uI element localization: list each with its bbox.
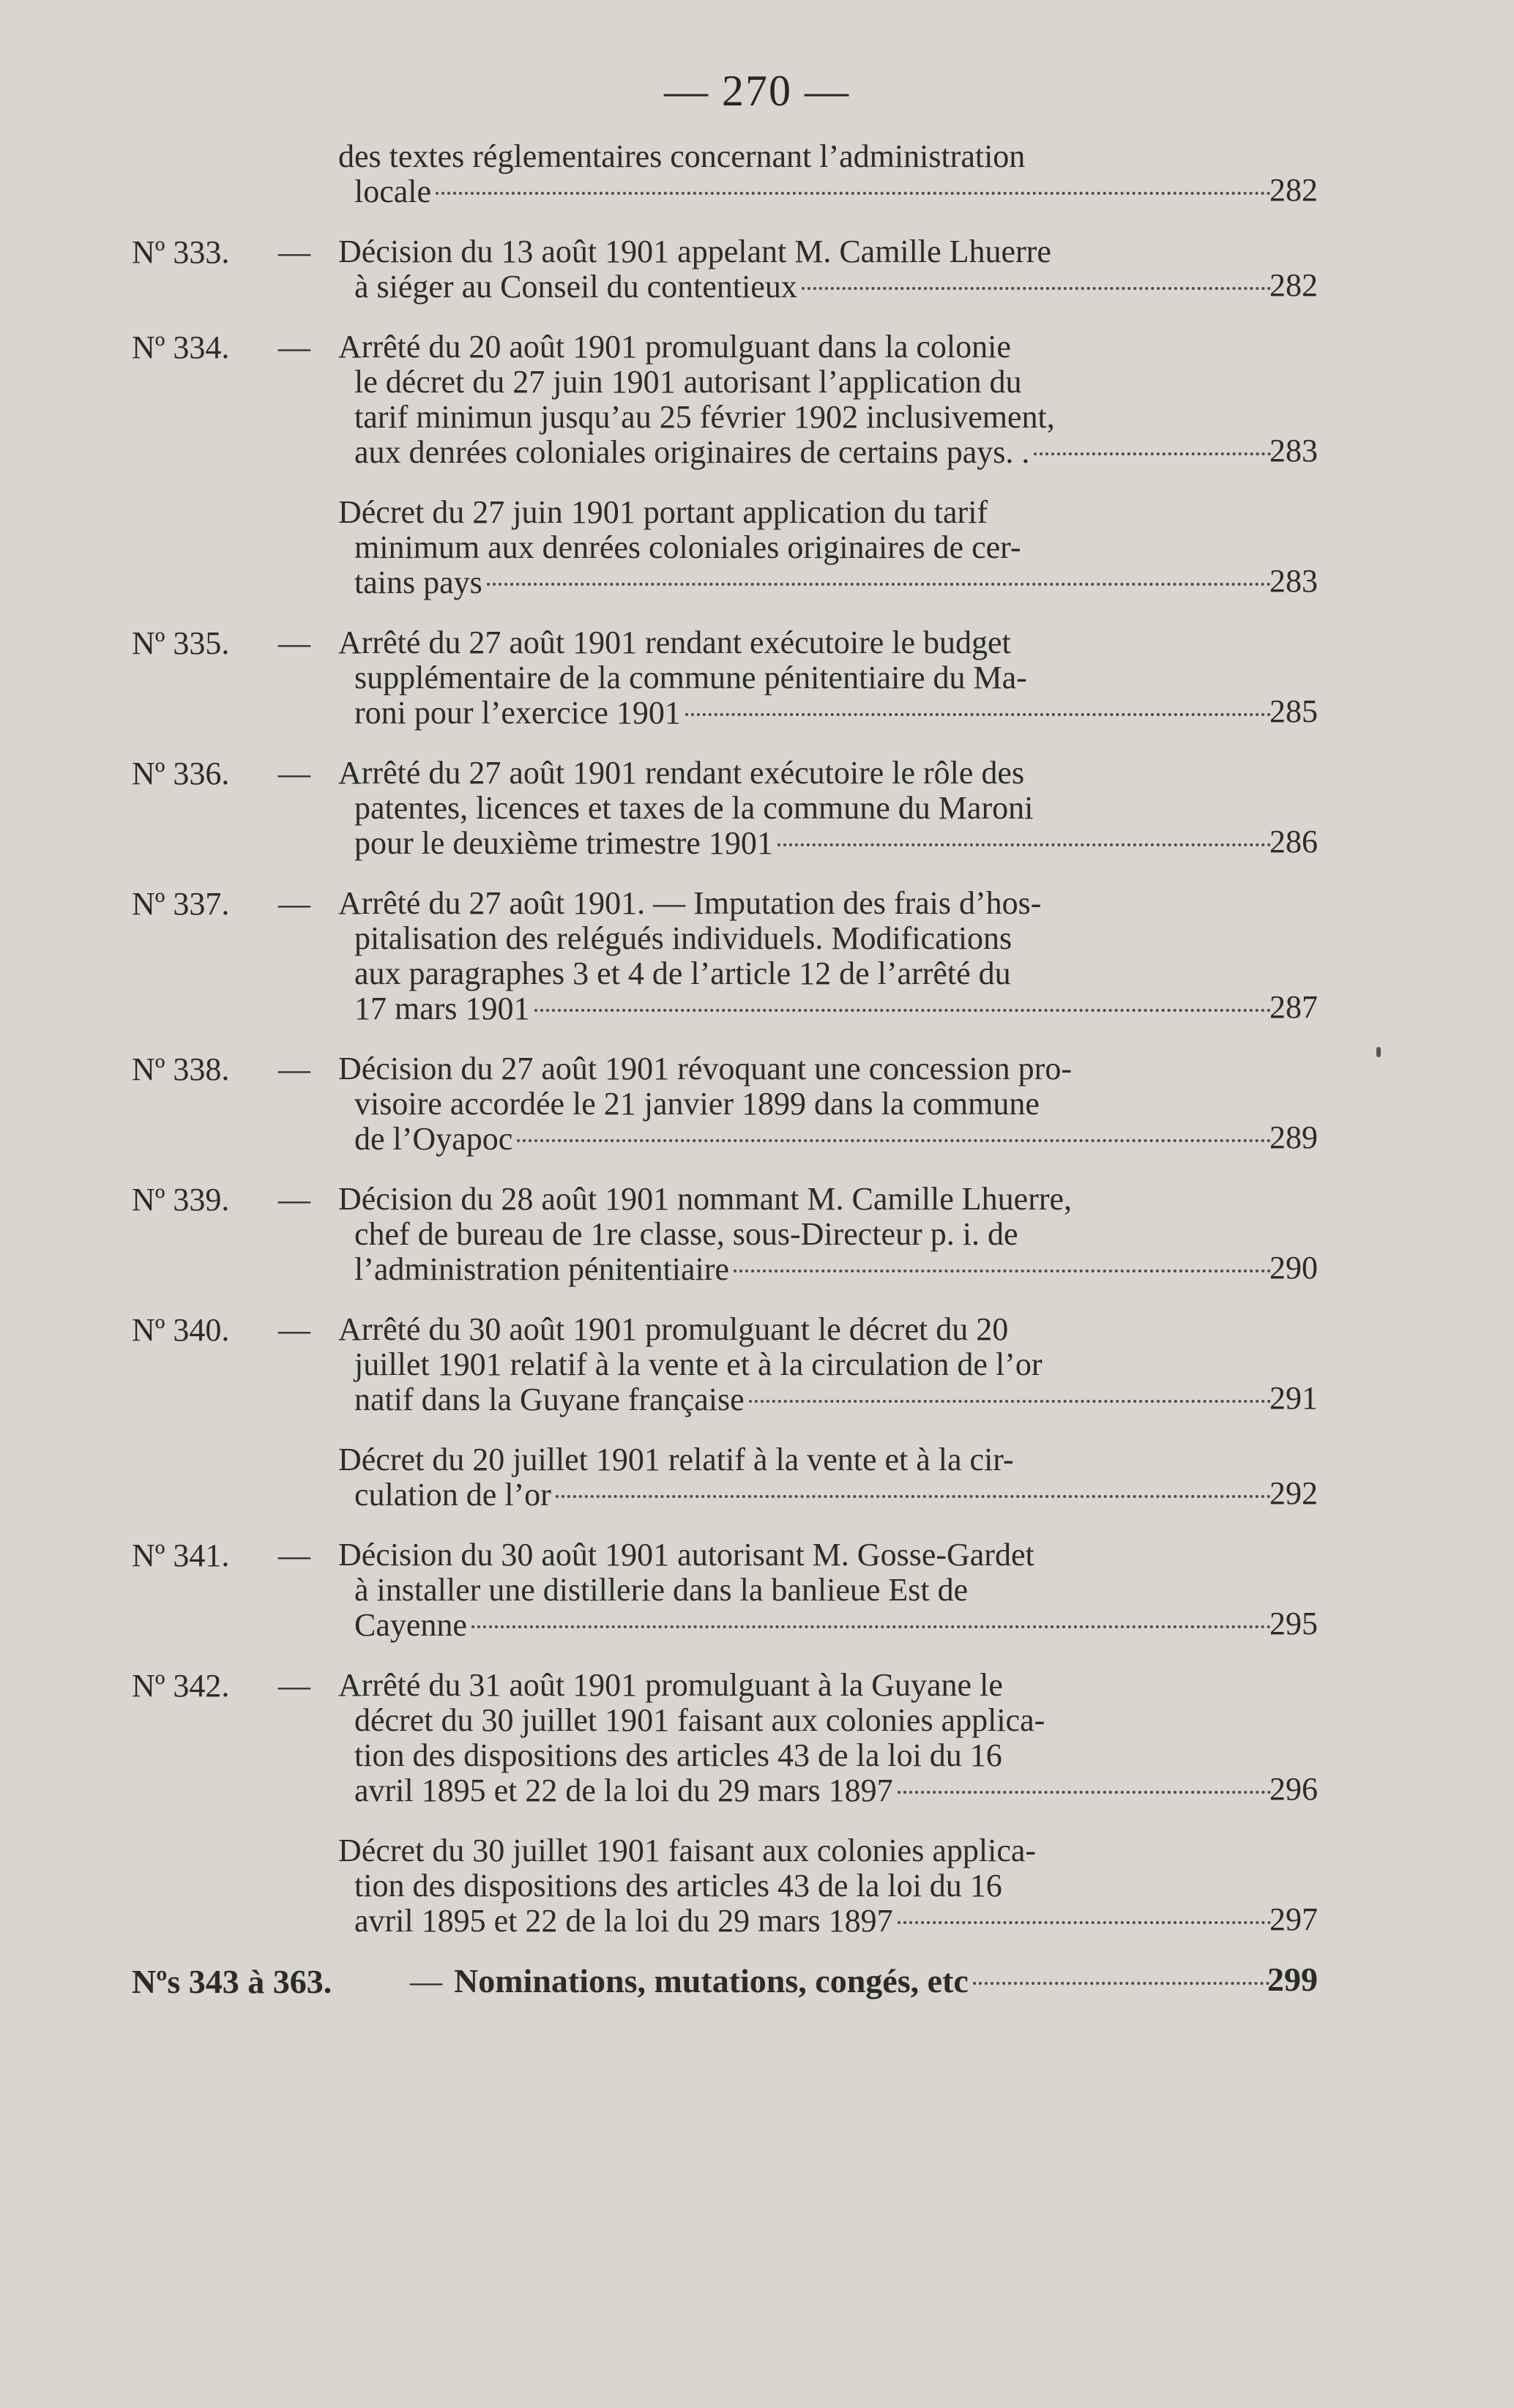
entry-dash: — (410, 1964, 442, 1999)
entry-dash: — (278, 1051, 310, 1087)
print-speck (1376, 1047, 1381, 1057)
entry-number: Nº 336. (132, 756, 230, 791)
toc-entry (132, 1537, 1318, 1643)
entry-number: Nº 339. (132, 1182, 230, 1218)
dot-leader (898, 1791, 1271, 1794)
entry-line: supplémentaire de la commune pénitentiaire du Ma- (354, 660, 1027, 696)
entry-number: Nº 340. (132, 1312, 230, 1348)
page-reference: 286 (1269, 824, 1318, 860)
entry-line-text: locale (354, 174, 432, 209)
entry-line: le décret du 27 juin 1901 autorisant l’application du (354, 364, 1022, 400)
entry-line: Arrêté du 27 août 1901. — Imputation des frais d’hos- (338, 885, 1042, 921)
page-reference: 282 (1269, 172, 1318, 208)
entry-line-text: pour le deuxième trimestre 1901 (354, 825, 773, 861)
entry-line: Arrêté du 27 août 1901 rendant exécutoire le budget (338, 625, 1011, 660)
entry-text (338, 1051, 1275, 1157)
entry-line: tarif minimun jusqu’au 25 février 1902 inclusivement, (354, 399, 1055, 435)
entry-line-text: de l’Oyapoc (354, 1121, 513, 1157)
entry-line-text: l’administration pénitentiaire (354, 1251, 729, 1287)
dot-leader (749, 1400, 1271, 1403)
page-reference: 285 (1269, 693, 1318, 729)
entry-line (338, 174, 1275, 209)
entry-dash: — (278, 886, 310, 922)
page-reference: 297 (1269, 1901, 1318, 1937)
entry-number: Nº 335. (132, 625, 230, 661)
entry-line (338, 1252, 1275, 1287)
entry-line-text: culation de l’or (354, 1477, 551, 1513)
page-reference: 290 (1269, 1250, 1318, 1286)
entry-line (338, 1122, 1275, 1157)
entry-number: Nº 342. (132, 1668, 230, 1704)
entry-number: Nº 338. (132, 1051, 230, 1087)
entry-number: Nº 333. (132, 234, 230, 270)
entry-line (338, 1382, 1275, 1417)
entry-text (338, 886, 1275, 1026)
page-reference: 296 (1269, 1771, 1318, 1807)
dot-leader (802, 287, 1271, 290)
entry-line-text: à siéger au Conseil du contentieux (354, 269, 797, 305)
page-reference: 295 (1269, 1606, 1318, 1641)
entry-line: Décret du 20 juillet 1901 relatif à la vente et à la cir- (338, 1442, 1014, 1477)
entry-dash: — (278, 329, 310, 365)
toc-entry (132, 1312, 1318, 1417)
toc-entry (132, 234, 1318, 305)
entry-line (338, 1477, 1275, 1513)
entry-line-text: aux denrées coloniales originaires de certains pays. . (354, 434, 1030, 470)
entry-line: Décision du 27 août 1901 révoquant une concession pro- (338, 1051, 1072, 1086)
dot-leader (436, 192, 1271, 195)
page-reference: 283 (1269, 563, 1318, 599)
dot-leader (734, 1270, 1271, 1272)
entry-line: Décision du 28 août 1901 nommant M. Camille Lhuerre, (338, 1181, 1073, 1217)
toc-entry (132, 756, 1318, 861)
entry-dash: — (278, 1182, 310, 1218)
entry-line (338, 696, 1275, 731)
entry-line: patentes, licences et taxes de la commune du Maroni (354, 790, 1034, 826)
page-reference: 299 (1267, 1961, 1318, 1998)
entry-text (454, 1964, 1274, 1999)
entry-line-text: roni pour l’exercice 1901 (354, 695, 681, 731)
entry-line-text: Nominations, mutations, congés, etc (454, 1962, 969, 1999)
entry-number: Nºs 343 à 363. (132, 1963, 332, 2000)
page-reference: 282 (1269, 267, 1318, 303)
entry-line: Arrêté du 27 août 1901 rendant exécutoire le rôle des (338, 755, 1025, 791)
entry-text (338, 1537, 1275, 1643)
entry-number: Nº 337. (132, 886, 230, 922)
entry-line: Arrêté du 20 août 1901 promulguant dans la colonie (338, 329, 1011, 365)
entry-line: tion des dispositions des articles 43 de la loi du 16 (354, 1868, 1002, 1904)
toc-entry (132, 1833, 1318, 1939)
toc-entry (132, 886, 1318, 1026)
entry-line (338, 1608, 1275, 1643)
entry-text (338, 1182, 1275, 1287)
toc-entry (132, 139, 1318, 209)
dot-leader (487, 583, 1271, 586)
page-reference: 291 (1269, 1380, 1318, 1416)
page-reference: 292 (1269, 1475, 1318, 1511)
entry-text (338, 1312, 1275, 1417)
entry-line (338, 991, 1275, 1026)
entry-text (338, 1668, 1275, 1808)
entry-line: Décision du 30 août 1901 autorisant M. Gosse-Gardet (338, 1537, 1034, 1573)
dot-leader (556, 1495, 1271, 1498)
entry-text (338, 1833, 1275, 1939)
toc-entry (132, 329, 1318, 470)
entry-text (338, 1442, 1275, 1513)
dot-leader (517, 1139, 1271, 1142)
entry-line: visoire accordée le 21 janvier 1899 dans la commune (354, 1086, 1040, 1122)
entry-text (338, 139, 1275, 209)
entry-line: des textes réglementaires concernant l’administration (338, 138, 1026, 174)
dot-leader (1034, 452, 1271, 455)
entry-line (338, 435, 1275, 470)
entry-line: chef de bureau de 1re classe, sous-Directeur p. i. de (354, 1216, 1018, 1252)
dot-leader (973, 1982, 1269, 1985)
page-reference: 287 (1269, 989, 1318, 1025)
entry-line: Arrêté du 31 août 1901 promulguant à la Guyane le (338, 1667, 1003, 1703)
entry-text (338, 625, 1275, 731)
entry-line: Décret du 30 juillet 1901 faisant aux colonies applica- (338, 1833, 1037, 1868)
entry-line: aux paragraphes 3 et 4 de l’article 12 de l’arrêté du (354, 955, 1011, 991)
entry-line-text: 17 mars 1901 (354, 991, 530, 1026)
entry-line-text: avril 1895 et 22 de la loi du 29 mars 1897 (354, 1903, 893, 1939)
entry-line: Arrêté du 30 août 1901 promulguant le décret du 20 (338, 1311, 1009, 1347)
toc-entry (132, 1051, 1318, 1157)
toc-entry (132, 1442, 1318, 1513)
entry-line: Décision du 13 août 1901 appelant M. Camille Lhuerre (338, 234, 1051, 269)
entry-text (338, 234, 1275, 305)
entry-line (338, 1773, 1275, 1808)
entry-number: Nº 341. (132, 1537, 230, 1573)
entry-dash: — (278, 625, 310, 661)
entry-line-text: avril 1895 et 22 de la loi du 29 mars 1897 (354, 1773, 893, 1808)
dot-leader (534, 1009, 1271, 1012)
entry-text (338, 329, 1275, 470)
entry-line (338, 565, 1275, 600)
dot-leader (471, 1625, 1271, 1628)
entry-line: tion des dispositions des articles 43 de la loi du 16 (354, 1737, 1002, 1773)
entry-line-text: natif dans la Guyane française (354, 1382, 745, 1417)
toc-entry (132, 1668, 1318, 1808)
entry-line-text: Cayenne (354, 1607, 467, 1643)
entry-number: Nº 334. (132, 329, 230, 365)
entry-dash: — (278, 234, 310, 270)
toc-entry (132, 495, 1318, 600)
entry-line (338, 269, 1275, 305)
entry-dash: — (278, 1537, 310, 1573)
page-reference: 289 (1269, 1119, 1318, 1155)
toc-entry (132, 1961, 1318, 2000)
dot-leader (777, 843, 1271, 846)
entry-dash: — (278, 1312, 310, 1348)
dot-leader (898, 1921, 1271, 1924)
entry-text (338, 495, 1275, 600)
entry-line: minimum aux denrées coloniales originaires de cer- (354, 529, 1021, 565)
toc-entry (132, 1182, 1318, 1287)
toc-entry (132, 625, 1318, 731)
page-number: — 270 — (664, 67, 850, 115)
entry-line (338, 826, 1275, 861)
entry-dash: — (278, 756, 310, 791)
entry-line: décret du 30 juillet 1901 faisant aux colonies applica- (354, 1702, 1045, 1738)
entry-dash: — (278, 1668, 310, 1704)
dot-leader (685, 713, 1271, 716)
entry-line: à installer une distillerie dans la banlieue Est de (354, 1572, 969, 1608)
entry-line: pitalisation des relégués individuels. Modifications (354, 920, 1013, 956)
entry-line-text: tains pays (354, 564, 482, 600)
table-of-contents (132, 139, 1318, 2024)
entry-text (338, 756, 1275, 861)
entry-line: juillet 1901 relatif à la vente et à la circulation de l’or (354, 1346, 1043, 1382)
page-reference: 283 (1269, 433, 1318, 469)
entry-line (338, 1904, 1275, 1939)
entry-line (454, 1964, 1274, 1999)
entry-line: Décret du 27 juin 1901 portant application du tarif (338, 494, 988, 530)
